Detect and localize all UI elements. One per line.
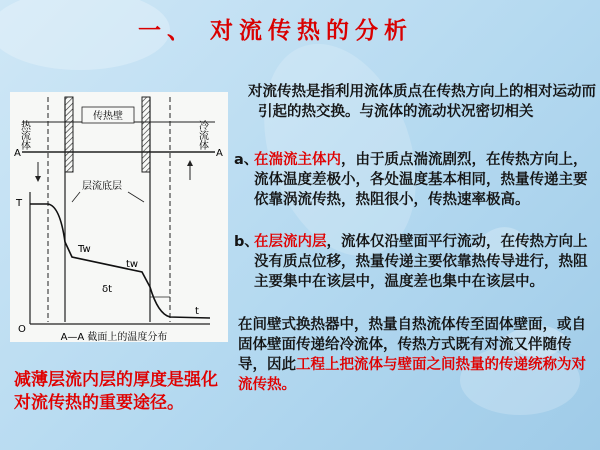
wall-temp-cold-label: tw: [126, 259, 139, 270]
conclusion-highlight: 工程上把流体与壁面之间热量的传递统称为对流传热。: [238, 357, 586, 393]
item-b-text: ，流体仅沿壁面平行流动，在传热方向上没有质点位移，热量传递主要依靠热传导进行，热阻主要集中在该层中，温度差也集中在该层中。: [254, 234, 588, 290]
section-a-left: A: [14, 148, 21, 159]
item-a-marker: a、: [234, 152, 259, 168]
side-note: 减薄层流内层的厚度是强化对流传热的重要途径。: [14, 370, 218, 413]
section-a-right: A: [216, 148, 223, 159]
diagram-caption: A—A 截面上的温度分布: [60, 332, 168, 342]
cold-fluid-label: 冷流体: [196, 120, 208, 150]
hot-fluid-label: 热流体: [18, 120, 30, 150]
item-b: [234, 232, 590, 292]
delta-label: δt: [102, 284, 113, 295]
item-a-highlight: 在湍流主体内: [254, 152, 341, 168]
item-b-highlight: 在层流内层: [254, 234, 327, 250]
item-a: [234, 150, 590, 210]
page-title: 一、 对流传热的分析: [138, 17, 414, 44]
origin-label: O: [18, 324, 26, 335]
wall-label: 传热壁: [93, 111, 123, 122]
cold-temp-label: t: [195, 306, 199, 317]
conclusion-paragraph: [238, 315, 590, 395]
hot-temp-label: T: [16, 198, 23, 209]
wall-temp-hot-label: Tw: [78, 244, 91, 255]
temperature-distribution-diagram: [10, 92, 228, 342]
item-a-text: ，由于质点湍流剧烈，在传热方向上，流体温度差极小，各处温度基本相同，热量传递主要依靠涡流传热，热阻很小，传热速率极高。: [254, 152, 588, 208]
item-b-marker: b、: [234, 234, 259, 250]
conclusion-text: 在间壁式换热器中，热量自热流体传至固体壁面，或自固体壁面传递给冷流体，传热方式既有对流又伴随传导，因此: [238, 317, 586, 373]
intro-paragraph: 对流传热是指利用流体质点在传热方向上的相对运动而引起的热交换。与流体的流动状况密切相关: [248, 84, 596, 120]
laminar-layer-label: 层流底层: [82, 181, 122, 192]
